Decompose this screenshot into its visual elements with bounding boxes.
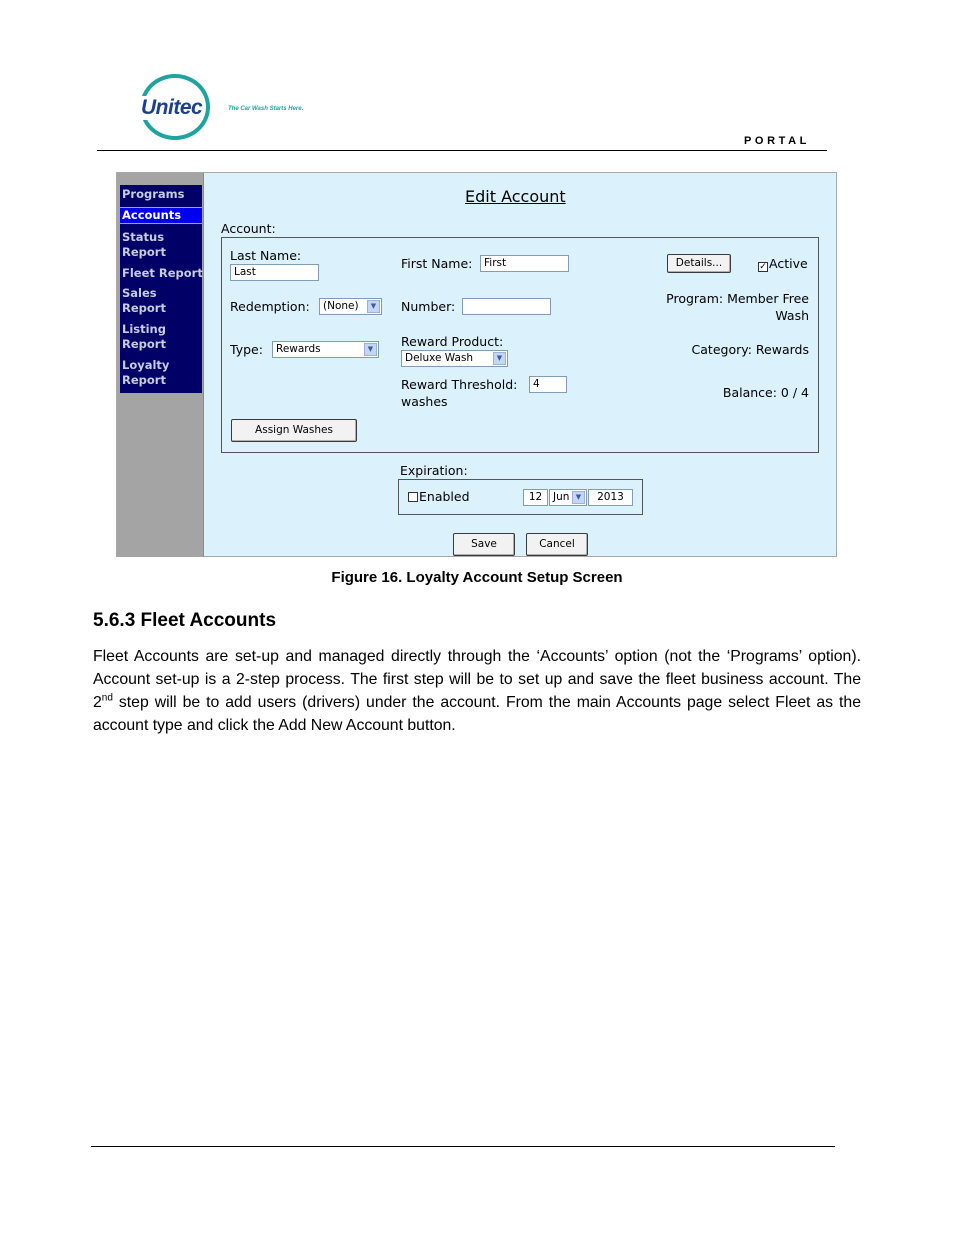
enabled-check-icon[interactable] (408, 492, 418, 502)
active-label: Active (769, 256, 808, 271)
portal-label: PORTAL (744, 135, 811, 147)
last-name-input[interactable]: Last (230, 264, 319, 281)
paragraph-superscript: nd (101, 692, 113, 704)
expiration-label: Expiration: (400, 463, 468, 478)
figure-caption: Figure 16. Loyalty Account Setup Screen (331, 569, 623, 586)
header-rule (97, 150, 827, 151)
nav-item-status-report-line2[interactable]: Report (122, 245, 166, 259)
exp-day-input[interactable]: 12 (523, 489, 548, 506)
active-check-icon[interactable]: ✓ (759, 262, 767, 272)
nav-item-loyalty-report[interactable]: Loyalty (122, 358, 170, 372)
nav-item-loyalty-report-line2[interactable]: Report (122, 373, 166, 387)
exp-year-input[interactable]: 2013 (588, 489, 633, 506)
nav-item-sales-report[interactable]: Sales (122, 286, 157, 300)
reward-product-value: Deluxe Wash (405, 352, 474, 364)
redemption-select[interactable] (319, 298, 382, 315)
edit-account-screenshot (116, 172, 837, 557)
nav-item-listing-report-line2[interactable]: Report (122, 337, 166, 351)
account-section-label: Account: (221, 221, 276, 236)
enabled-label: Enabled (419, 489, 470, 504)
save-button[interactable]: Save (453, 533, 515, 556)
nav-item-listing-report[interactable]: Listing (122, 322, 166, 336)
nav-item-fleet-report[interactable]: Fleet Report (122, 266, 203, 280)
footer-rule (91, 1146, 835, 1147)
body-paragraph (93, 645, 861, 737)
nav-item-programs[interactable]: Programs (122, 187, 185, 201)
number-label: Number: (401, 299, 456, 314)
enabled-checkbox[interactable] (408, 489, 470, 504)
category-text: Category: Rewards (691, 342, 809, 357)
first-name-label: First Name: (401, 256, 473, 271)
account-box (221, 237, 819, 453)
exp-month-value: Jun (553, 491, 570, 503)
assign-washes-button[interactable]: Assign Washes (231, 419, 357, 442)
chevron-down-icon[interactable]: ▼ (364, 343, 377, 356)
logo-tagline: The Car Wash Starts Here. (228, 106, 304, 112)
balance-text: Balance: 0 / 4 (722, 385, 809, 400)
reward-product-select[interactable] (401, 350, 508, 367)
chevron-down-icon[interactable]: ▼ (367, 300, 380, 313)
first-name-input[interactable]: First (480, 255, 569, 272)
paragraph-part-1: Fleet Accounts are set-up and managed directly through the ‘Accounts’ option (not the ‘Programs’ option). Account set-up is a 2-step process. The first step will be to set up and save the fleet business account. The 2 (93, 648, 861, 711)
left-panel (117, 173, 204, 557)
nav-item-status-report[interactable]: Status (122, 230, 165, 244)
reward-product-label: Reward Product: (401, 334, 504, 349)
logo-wordmark: Unitec (141, 96, 203, 119)
active-checkbox[interactable] (758, 256, 808, 272)
type-value: Rewards (276, 343, 321, 355)
type-select[interactable] (272, 341, 379, 358)
type-label: Type: (230, 342, 263, 357)
details-button[interactable]: Details... (667, 254, 731, 273)
chevron-down-icon[interactable]: ▼ (493, 352, 506, 365)
redemption-label: Redemption: (230, 299, 310, 314)
redemption-value: (None) (323, 300, 359, 312)
edit-account-title: Edit Account (465, 187, 566, 206)
unitec-logo (136, 72, 316, 150)
program-line-1: Program: Member Free (666, 291, 809, 306)
chevron-down-icon[interactable]: ▼ (572, 491, 585, 504)
last-name-label: Last Name: (230, 248, 302, 263)
paragraph-part-2: step will be to add users (drivers) under the account. From the main Accounts page select Fleet as the account type and click the Add New Account button. (93, 694, 861, 734)
nav-item-sales-report-line2[interactable]: Report (122, 301, 166, 315)
number-input[interactable] (462, 298, 551, 315)
section-heading: 5.6.3 Fleet Accounts (93, 610, 277, 631)
program-line-2: Wash (775, 308, 809, 323)
program-text (666, 291, 809, 323)
washes-label: washes (401, 394, 448, 409)
reward-threshold-input[interactable]: 4 (529, 376, 567, 393)
cancel-button[interactable]: Cancel (526, 533, 588, 556)
nav-menu (120, 185, 202, 393)
exp-month-select[interactable] (549, 489, 587, 506)
expiration-box (398, 479, 643, 515)
reward-threshold-label: Reward Threshold: (401, 377, 518, 392)
nav-item-accounts[interactable]: Accounts (120, 207, 202, 224)
